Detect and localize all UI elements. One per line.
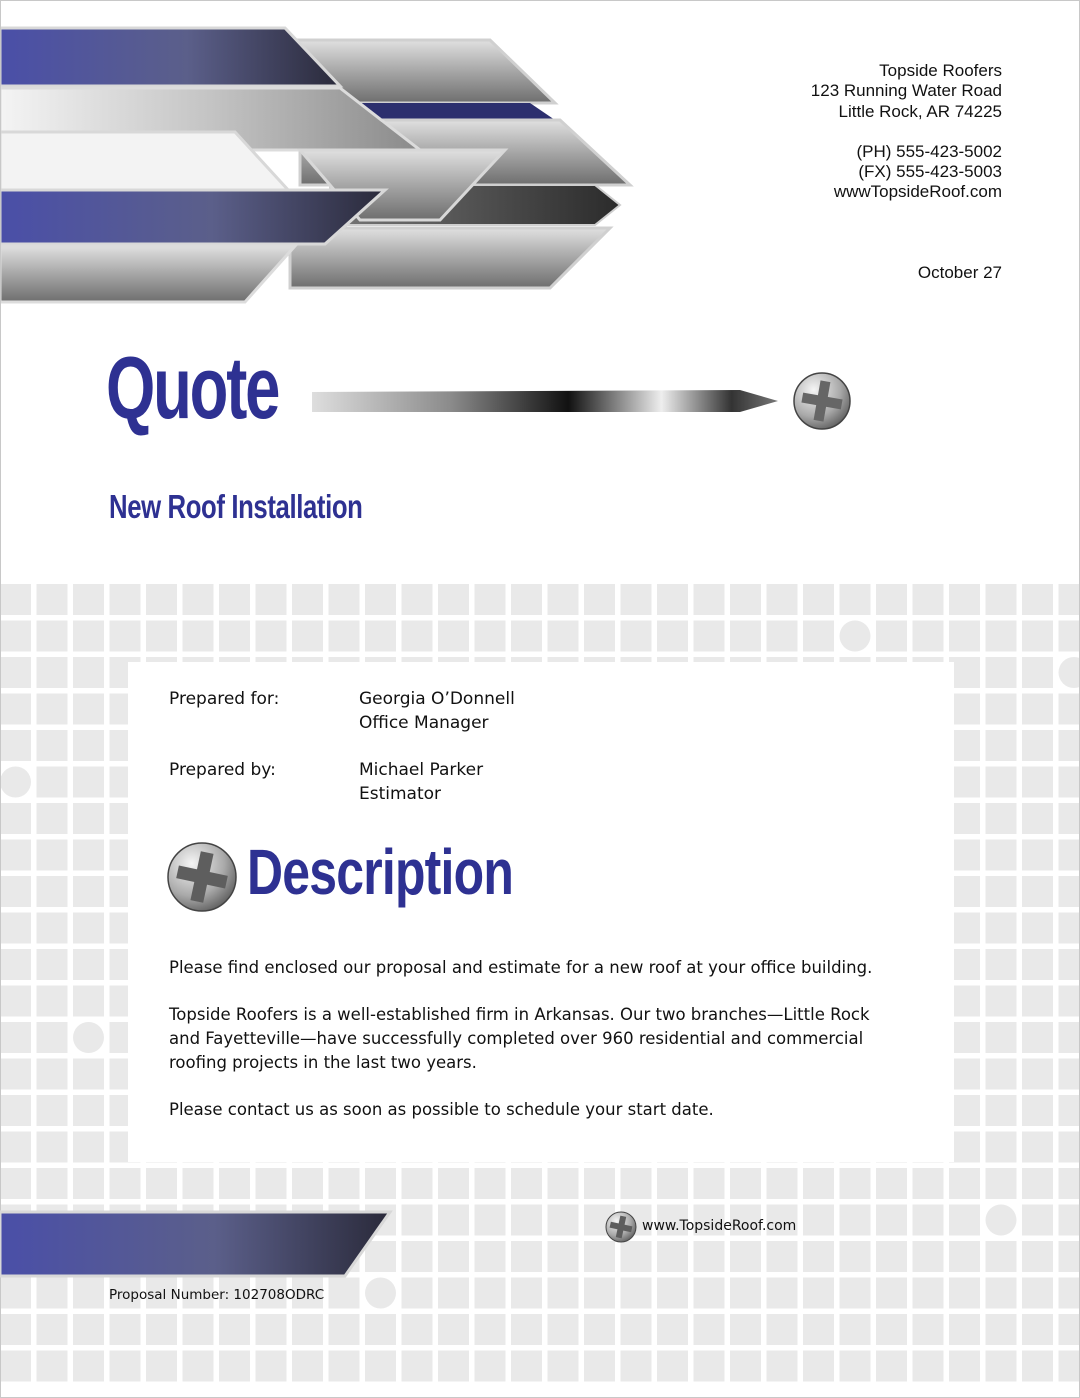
description-paragraph: Please contact us as soon as possible to schedule your start date. [169,1100,714,1119]
subtitle: New Roof Installation [109,488,363,525]
prepared-for-label: Prepared for: [169,689,280,709]
footer-website[interactable]: www.TopsideRoof.com [642,1218,797,1234]
screw-icon [606,1212,636,1242]
company-street: 123 Running Water Road [810,81,1002,101]
company-fax: (FX) 555-423-5003 [858,162,1002,182]
description-heading: Description [247,836,514,908]
prepared-for-name: Georgia O’Donnell [359,689,515,709]
company-website: wwwTopsideRoof.com [833,182,1002,202]
prepared-by-role: Estimator [359,784,442,804]
company-city: Little Rock, AR 74225 [838,101,1002,121]
bottom-blue-banner [0,0,420,1398]
description-paragraph: Topside Roofers is a well-established firm in Arkansas. Our two branches—Little Rock and Fayetteville—have successfully completed over 960 residential and commercial roofing projects in the last two years. [169,1005,870,1072]
proposal-number: Proposal Number: 102708ODRC [109,1287,325,1303]
company-name: Topside Roofers [879,61,1002,80]
prepared-by-name: Michael Parker [359,760,484,780]
page-title: Quote [106,338,279,437]
company-phone: (PH) 555-423-5002 [856,141,1002,161]
prepared-for-role: Office Manager [359,713,489,733]
prepared-by-label: Prepared by: [169,760,276,780]
quote-date: October 27 [917,263,1002,282]
description-paragraph: Please find enclosed our proposal and estimate for a new roof at your office building. [169,958,873,977]
